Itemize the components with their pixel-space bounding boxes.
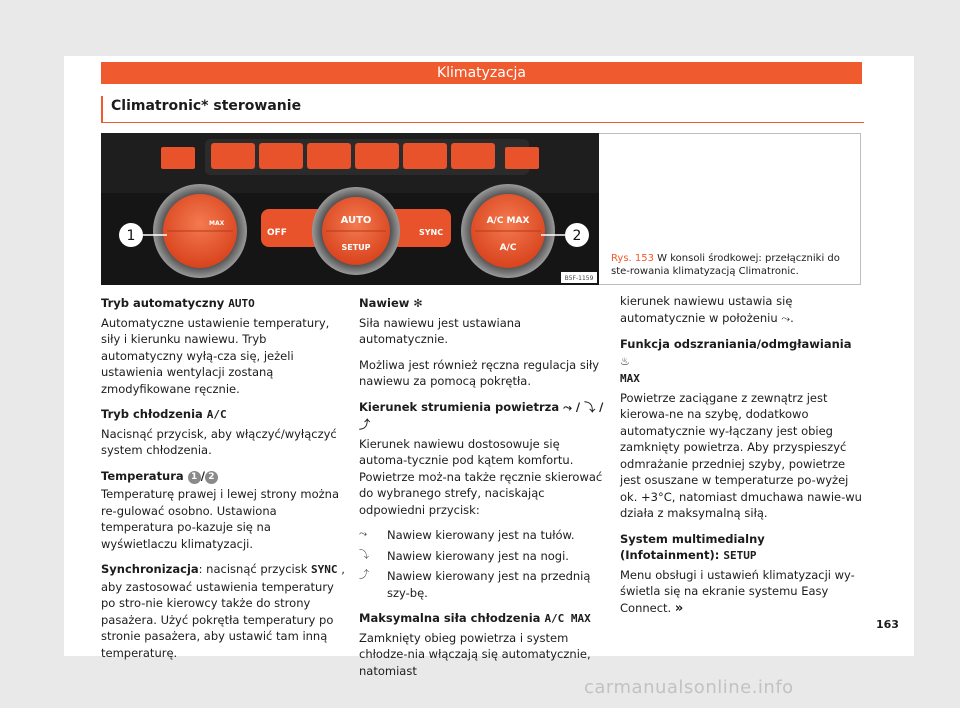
section-heading [101, 96, 864, 123]
defrost-icon: ♨ [620, 354, 630, 368]
heading-cooling-mode: Tryb chłodzenia A/C [101, 407, 227, 421]
air-windshield-icon: ⤴ [359, 570, 369, 581]
heading-auto-mode: Tryb automatyczny AUTO [101, 296, 255, 310]
right-seat-button [505, 147, 539, 169]
air-body-icon: ⤳ [359, 529, 367, 540]
figure-number: Rys. 153 [611, 253, 654, 264]
text-auto-mode: Automatyczne ustawienie temperatury, siły i kierunku nawiewu. Tryb automatyczny wyłą-cza się, jeżeli ustawienia wentylacji zostaną zmodyfikowane ręcznie. [101, 315, 330, 396]
ac-max-button-label: A/C MAX [486, 216, 530, 226]
off-button-label: OFF [267, 228, 287, 238]
chapter-header: Klimatyzacja [101, 62, 862, 84]
text-airflow-auto: Siła nawiewu jest ustawiana automatycznie. [359, 315, 522, 346]
callout-2-label: 2 [572, 228, 582, 244]
max-defrost-label: MAX [209, 220, 225, 227]
figure-photo [101, 133, 599, 285]
recirculation-button [403, 143, 447, 169]
climate-panel-illustration [101, 133, 599, 285]
heading-air-direction: Kierunek strumienia powietrza ⤳ / ⤵ / ⤴ [359, 399, 604, 434]
direction-list [359, 527, 604, 601]
figure-caption-text: W konsoli środkowej: przełączniki do ste-rowania klimatyzacją Climatronic. [611, 253, 840, 277]
page-number: 163 [876, 618, 899, 631]
air-feet-icon: ⤵ [359, 549, 369, 561]
text-defrost: Powietrze zaciągane z zewnątrz jest kierowa-ne na szybę, dodatkowo automatycznie wy-łączany jest obieg zamknięty powietrza. Aby przyspieszyć odmrażanie przedniej szyby, powietrze jest osuszane w temperaturze po-wyżej ok. +3°C, natomiast dmuchawa nawie-wu działa z maksymalną siłą. [620, 390, 862, 520]
seat-heat-right-button [451, 143, 495, 169]
text-max-cooling-cont: kierunek nawiewu ustawia się automatycznie w położeniu ⤳. [620, 293, 865, 327]
air-body-icon: ⤳ [563, 400, 572, 414]
heading-airflow: Nawiew ✻ [359, 295, 604, 313]
setup-button-label: SETUP [341, 243, 371, 252]
callout-ref-1: 1 [188, 471, 201, 484]
column-3 [620, 293, 865, 626]
auto-button-label: AUTO [340, 215, 372, 226]
section-title: Climatronic* sterowanie [111, 98, 302, 114]
seat-heat-left-button [211, 143, 255, 169]
text-airflow-manual: Możliwa jest również ręczna regulacja siły nawiewu za pomocą pokrętła. [359, 357, 600, 388]
continue-icon: » [674, 600, 684, 616]
figure-code: B5F-1159 [564, 275, 594, 282]
watermark: carmanualsonline.info [584, 677, 794, 698]
column-2 [359, 295, 604, 688]
air-body-button [307, 143, 351, 169]
heading-max-cooling: Maksymalna siła chłodzenia A/C MAX [359, 611, 591, 625]
air-feet-button [355, 143, 399, 169]
fan-icon: ✻ [413, 297, 423, 310]
text-synchronization: Synchronizacja: nacisnąć przycisk SYNC , aby zastosować ustawienia temperatury po stro-nie kierowcy także do strony pasażera. Użyć pokrętła temperatury po stronie pasażera, aby ustawić tam inną temperaturę. [101, 562, 345, 660]
left-seat-button [161, 147, 195, 169]
text-temperature: Temperaturę prawej i lewej strony można re-gulować osobno. Ustawiona temperatura po-kazuje się na wyświetlaczu klimatyzacji. [101, 487, 339, 551]
list-item: ⤳ Nawiew kierowany jest na tułów. [359, 528, 575, 542]
callout-ref-2: 2 [205, 471, 218, 484]
air-feet-icon: ⤵ [584, 400, 596, 414]
fan-rear-button [259, 143, 303, 169]
column-1 [101, 295, 346, 670]
list-item: ⤵ Nawiew kierowany jest na nogi. [359, 548, 569, 563]
figure-caption [611, 252, 855, 278]
heading-defrost: Funkcja odszraniania/odmgławiania ♨ MAX [620, 337, 852, 385]
sync-button-label: SYNC [419, 228, 444, 237]
air-body-icon: ⤳ [781, 311, 791, 325]
text-max-cooling: Zamknięty obieg powietrza i system chłodze-nia włączają się automatycznie, natomiast [359, 630, 591, 678]
heading-temperature: Temperatura 1 / 2 [101, 468, 346, 485]
heading-infotainment: System multimedialny (Infotainment): SETUP [620, 531, 765, 562]
callout-1-label: 1 [126, 228, 136, 244]
ac-button-label: A/C [499, 243, 517, 253]
text-air-direction: Kierunek nawiewu dostosowuje się automa-tycznie pod kątem komfortu. Powietrze moż-na także ręcznie skierować do wybranego strefy, naciskając odpowiedni przycisk: [359, 436, 603, 517]
text-infotainment: Menu obsługi i ustawień klimatyzacji wy-świetla się na ekranie systemu Easy Connect. » [620, 567, 855, 616]
text-cooling-mode: Nacisnąć przycisk, aby włączyć/wyłączyć system chłodzenia. [101, 426, 337, 457]
list-item: ⤴ Nawiew kierowany jest na przednią szy-bę. [359, 569, 591, 600]
air-windshield-icon: ⤴ [359, 418, 370, 431]
